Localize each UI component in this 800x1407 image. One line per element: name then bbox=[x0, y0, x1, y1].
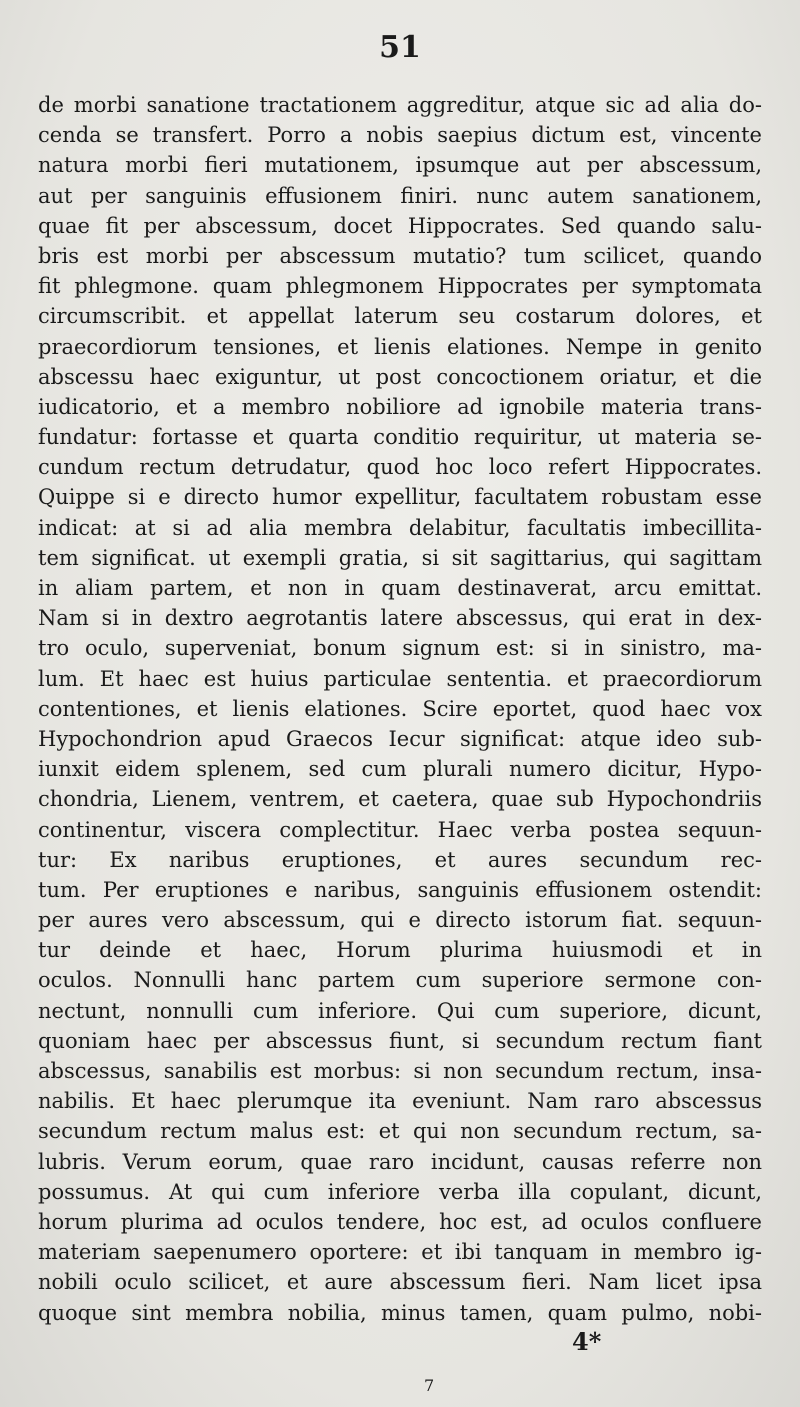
text-line: abscessus, sanabilis est morbus: si non secundum rectum, insa- bbox=[38, 1059, 762, 1083]
text-line: tem significat. ut exempli gratia, si sit sagittarius, qui sagittam bbox=[38, 545, 762, 570]
text-line: bris est morbi per abscessum mutatio? tum scilicet, quando bbox=[38, 243, 762, 268]
text-line: secundum rectum malus est: et qui non secundum rectum, sa- bbox=[38, 1119, 762, 1144]
text-line: cundum rectum detrudatur, quod hoc loco refert Hippocrates. bbox=[38, 455, 762, 480]
body-text bbox=[38, 90, 762, 1328]
text-line: nectunt, nonnulli cum inferiore. Qui cum superiore, dicunt, bbox=[38, 998, 762, 1023]
text-line: de morbi sanatione tractationem aggreditur, atque sic ad alia do- bbox=[38, 93, 762, 117]
text-line: per aures vero abscessum, qui e directo istorum fiat. sequun- bbox=[38, 908, 762, 933]
text-line: praecordiorum tensiones, et lienis elationes. Nempe in genito bbox=[38, 334, 762, 359]
text-line: circumscribit. et appellat laterum seu costarum dolores, et bbox=[38, 304, 762, 329]
text-line: tur deinde et haec, Horum plurima huiusmodi et in bbox=[38, 938, 762, 963]
text-line: abscessu haec exiguntur, ut post concoctionem oriatur, et die bbox=[38, 364, 762, 389]
page-number: 51 bbox=[379, 30, 421, 65]
text-line: quoque sint membra nobilia, minus tamen, quam pulmo, nobi- bbox=[38, 1300, 762, 1325]
text-line: lum. Et haec est huius particulae sententia. et praecordiorum bbox=[38, 666, 762, 691]
text-line: contentiones, et lienis elationes. Scire eportet, quod haec vox bbox=[38, 696, 762, 721]
text-line: Quippe si e directo humor expellitur, facultatem robustam esse bbox=[38, 485, 762, 510]
text-line: tur: Ex naribus eruptiones, et aures secundum rec- bbox=[38, 847, 762, 872]
signature-mark: 4* bbox=[572, 1327, 602, 1356]
text-line: quae fit per abscessum, docet Hippocrates. Sed quando salu- bbox=[38, 213, 762, 238]
text-line: cenda se transfert. Porro a nobis saepius dictum est, vincente bbox=[38, 123, 762, 148]
text-line: Nam si in dextro aegrotantis latere abscessus, qui erat in dex- bbox=[38, 606, 762, 631]
text-line: nobili oculo scilicet, et aure abscessum fieri. Nam licet ipsa bbox=[38, 1270, 762, 1295]
text-line: natura morbi fieri mutationem, ipsumque aut per abscessum, bbox=[38, 153, 762, 178]
text-line: tum. Per eruptiones e naribus, sanguinis effusionem ostendit: bbox=[38, 877, 762, 902]
text-line: nabilis. Et haec plerumque ita eveniunt. Nam raro abscessus bbox=[38, 1089, 762, 1114]
text-line: Hypochondrion apud Graecos Iecur significat: atque ideo sub- bbox=[38, 726, 762, 751]
text-line: continentur, viscera complectitur. Haec verba postea sequun- bbox=[38, 817, 762, 842]
text-line: materiam saepenumero oportere: et ibi tanquam in membro ig- bbox=[38, 1240, 762, 1265]
text-line: aut per sanguinis effusionem finiri. nunc autem sanationem, bbox=[38, 183, 762, 208]
text-line: fit phlegmone. quam phlegmonem Hippocrates per symptomata bbox=[38, 274, 762, 299]
text-line: fundatur: fortasse et quarta conditio requiritur, ut materia se- bbox=[38, 425, 762, 450]
text-line: possumus. At qui cum inferiore verba illa copulant, dicunt, bbox=[38, 1179, 762, 1204]
text-line: tro oculo, superveniat, bonum signum est: si in sinistro, ma- bbox=[38, 636, 762, 661]
text-line: iudicatorio, et a membro nobiliore ad ignobile materia trans- bbox=[38, 394, 762, 419]
text-line: iunxit eidem splenem, sed cum plurali numero dicitur, Hypo- bbox=[38, 757, 762, 782]
footer-mark: 7 bbox=[424, 1376, 435, 1395]
text-line: indicat: at si ad alia membra delabitur, facultatis imbecillita- bbox=[38, 515, 762, 540]
text-line: chondria, Lienem, ventrem, et caetera, quae sub Hypochondriis bbox=[38, 787, 762, 812]
text-line: horum plurima ad oculos tendere, hoc est, ad oculos confluere bbox=[38, 1209, 762, 1234]
text-line: in aliam partem, et non in quam destinaverat, arcu emittat. bbox=[38, 576, 762, 600]
text-line: quoniam haec per abscessus fiunt, si secundum rectum fiant bbox=[38, 1028, 762, 1053]
text-line: oculos. Nonnulli hanc partem cum superiore sermone con- bbox=[38, 968, 762, 993]
text-line: lubris. Verum eorum, quae raro incidunt, causas referre non bbox=[38, 1149, 762, 1174]
